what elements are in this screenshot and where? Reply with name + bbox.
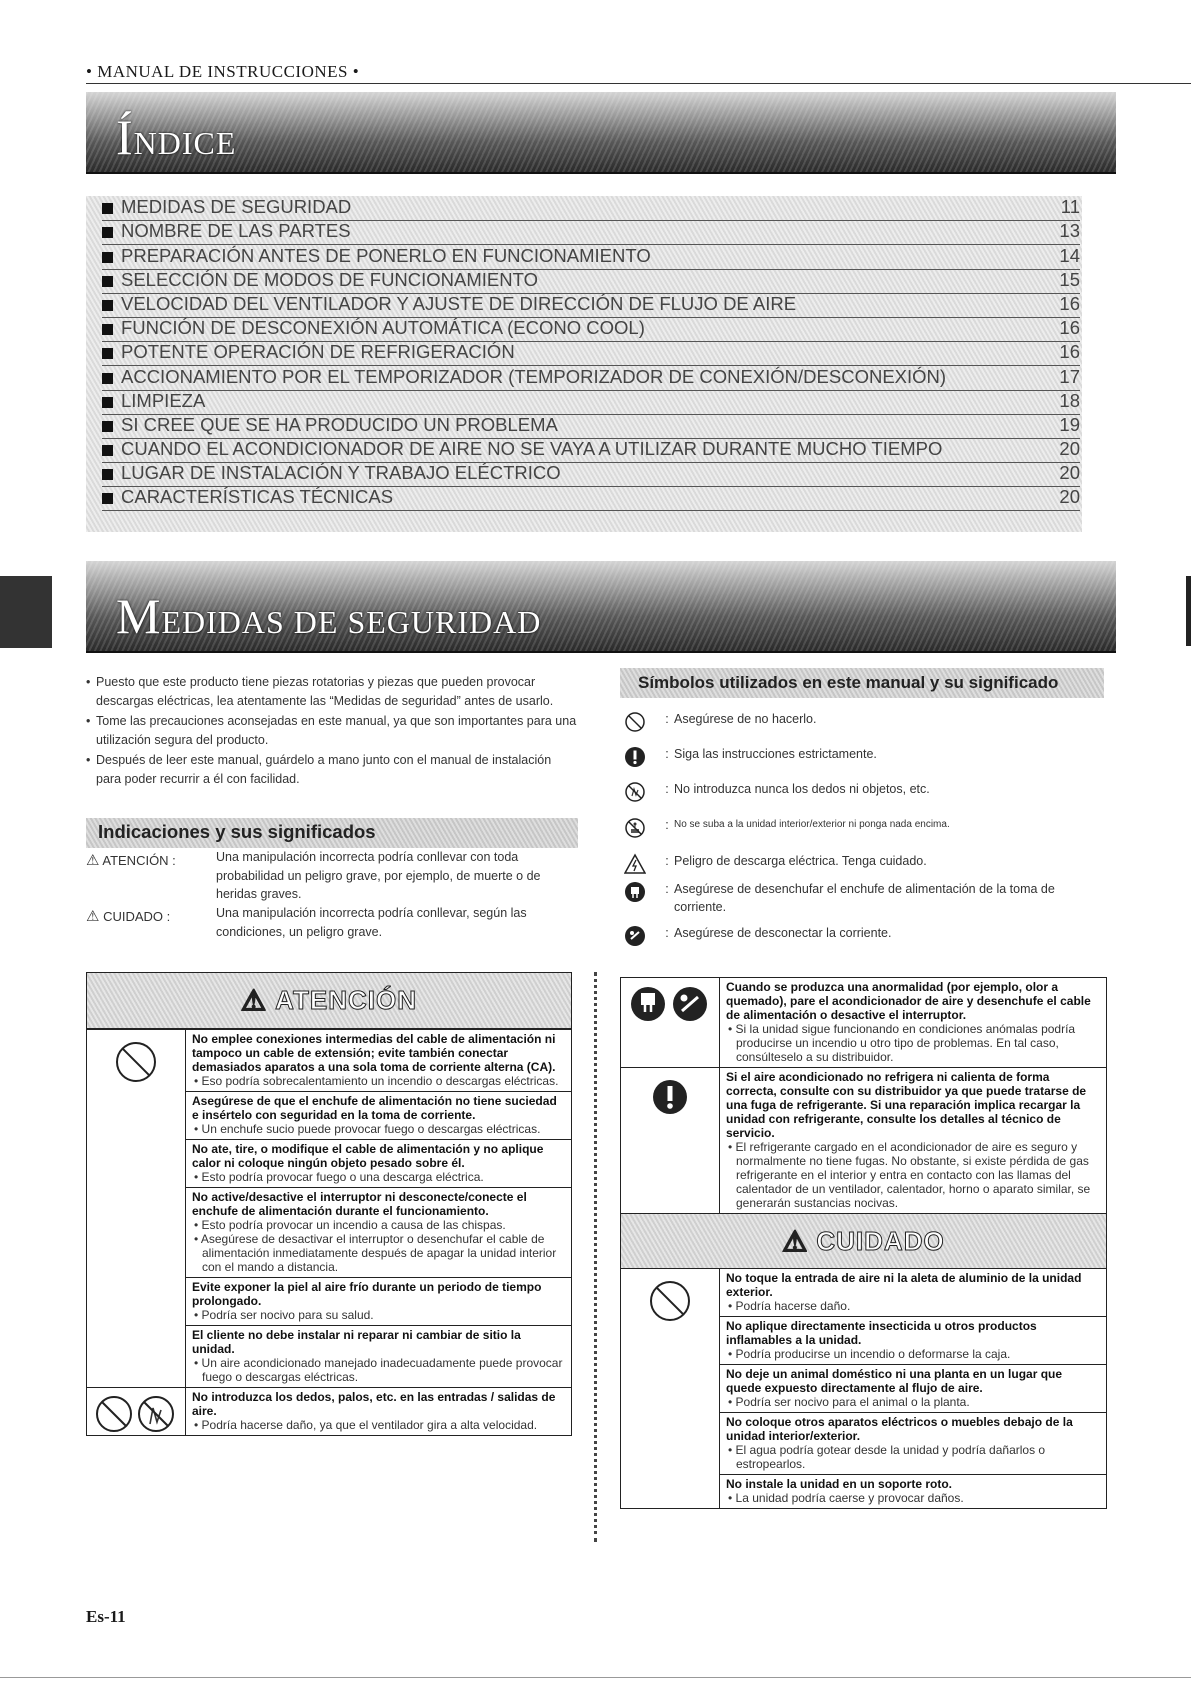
warning-item-note: • El agua podría gotear desde la unidad y podría dañarlos o estropearlos. [728,1443,1046,1471]
square-bullet-icon [102,203,113,214]
indicaciones-heading: Indicaciones y sus significados [86,818,578,848]
warning-item [186,1325,571,1387]
warning-item-heading: No coloque otros aparatos eléctricos o muebles debajo de la unidad interior/exterior. [726,1415,1073,1443]
warning-item-heading: No deje un animal doméstico ni una planta en un lugar que quede expuesto directamente al flujo de aire. [726,1367,1063,1395]
mandatory-icon [620,745,650,769]
toc-entry [102,342,1080,366]
toc-entry [102,245,1080,269]
cuidado-definition [86,904,578,941]
warning-item [720,1364,1106,1412]
warning-item-note: • El refrigerante cargado en el acondicionador de aire es seguro y normalmente no tiene fugas. No obstante, si existe pérdida de gas refrigerante en el interior y entra en contacto con las llamas del calentador de un ventilador, calentador, horno o aparato similar, se generarán sustancias nocivas. [728,1140,1091,1210]
cuidado-group [621,1269,1106,1508]
toc-entry [102,197,1080,221]
toc-entry [102,439,1080,463]
warning-item-heading: No ate, tire, o modifique el cable de alimentación y no aplique calor ni coloque ningún objeto pesado sobre él. [192,1142,544,1170]
toc-entry [102,221,1080,245]
square-bullet-icon [102,227,113,238]
toc-entry-label: FUNCIÓN DE DESCONEXIÓN AUTOMÁTICA (ECONO COOL) [121,317,645,339]
toc-entry-page: 16 [1059,317,1080,339]
toc-entry-page: 19 [1059,413,1080,435]
medidas-title: MEDIDAS DE SEGURIDAD [116,588,542,644]
anomaly-group [621,978,1106,1067]
running-header: • MANUAL DE INSTRUCCIONES • [86,62,360,81]
square-bullet-icon [102,324,113,335]
square-bullet-icon [102,276,113,287]
square-bullet-icon [102,445,113,456]
symbol-row: : No introduzca nunca los dedos ni objetos, etc. [620,780,1110,804]
intro-item: • Después de leer este manual, guárdelo a mano junto con el manual de instalación para poder recurrir a él con facilidad. [86,751,578,788]
table-of-contents [86,196,1082,532]
warning-item-note: • Podría producirse un incendio o deformarse la caja. [728,1347,1011,1361]
toc-entry-label: ACCIONAMIENTO POR EL TEMPORIZADOR (TEMPORIZADOR DE CONEXIÓN/DESCONEXIÓN) [121,365,947,387]
warning-triangle-icon: ⚠ [241,985,268,1016]
toc-entry-page: 16 [1059,341,1080,363]
atencion-box [86,972,572,1436]
prohibited-icon [621,1269,720,1508]
square-bullet-icon [102,397,113,408]
symbol-row: : Asegúrese de desenchufar el enchufe de alimentación de la toma de corriente. [620,880,1110,916]
prohibited-icon [620,710,650,734]
warning-item-heading: No toque la entrada de aire ni la aleta de aluminio de la unidad exterior. [726,1271,1082,1299]
warning-item-heading: Asegúrese de que el enchufe de alimentación no tiene suciedad e insértelo con seguridad en la toma de corriente. [192,1094,557,1122]
toc-entry-page: 20 [1059,462,1080,484]
indice-title: ÍNDICE [116,109,237,165]
warning-item-note: • Si la unidad sigue funcionando en condiciones anómalas podría producirse un incendio u otro tipo de problemas. En tal caso, consúlteselo a su distribuidor. [728,1022,1076,1064]
warning-triangle-icon: ⚠ [86,908,100,925]
header-rule [86,83,1191,84]
refrigerant-group [621,1067,1106,1213]
symbol-row: : Siga las instrucciones estrictamente. [620,745,1110,769]
atencion-box-title: ⚠ ATENCIÓN [87,973,571,1029]
warning-item-heading: El cliente no debe instalar ni reparar ni cambiar de sitio la unidad. [192,1328,521,1356]
square-bullet-icon [102,469,113,480]
toc-entry-label: SI CREE QUE SE HA PRODUCIDO UN PROBLEMA [121,413,558,435]
warning-item-heading: Cuando se produzca una anormalidad (por ejemplo, olor a quemado), pare el acondicionador de aire y desenchufe el cable de alimentación o desactive el interruptor. [726,980,1091,1022]
square-bullet-icon [102,348,113,359]
warning-item [720,978,1106,1067]
warning-item-note: • Esto podría provocar fuego o una descarga eléctrica. [194,1170,484,1184]
square-bullet-icon [102,373,113,384]
warning-item-note: • La unidad podría caerse y provocar daños. [728,1491,964,1505]
toc-entry-page: 18 [1059,389,1080,411]
toc-entry-page: 13 [1059,220,1080,242]
atencion-definition [86,848,578,904]
mandatory-icon [621,1068,720,1213]
toc-entry [102,463,1080,487]
warning-item [186,1277,571,1325]
warning-item-note: • Esto podría provocar un incendio a causa de las chispas. [194,1218,506,1232]
no-fingers-icon [620,780,650,804]
atencion-group-prohibited [87,1029,571,1387]
warning-item-note: • Eso podría sobrecalentamiento un incendio o descargas eléctricas. [194,1074,559,1088]
warning-item [720,1269,1106,1316]
warning-item-heading: No active/desactive el interruptor ni desconecte/conecte el enchufe de alimentación durante el funcionamiento. [192,1190,527,1218]
toc-entry-label: LUGAR DE INSTALACIÓN Y TRABAJO ELÉCTRICO [121,462,561,484]
toc-entry-label: NOMBRE DE LAS PARTES [121,220,351,242]
warning-item-note: • Podría ser nocivo para el animal o la planta. [728,1395,970,1409]
square-bullet-icon [102,493,113,504]
toc-entry-label: CUANDO EL ACONDICIONADOR DE AIRE NO SE VAYA A UTILIZAR DURANTE MUCHO TIEMPO [121,438,943,460]
warning-triangle-icon: ⚠ [782,1225,809,1257]
warning-triangle-icon: ⚠ [86,852,100,869]
warning-item-heading: Si el aire acondicionado no refrigera ni calienta de forma correcta, consulte con su distribuidor ya que puede tratarse de una fuga de refrigerante. Si una reparación implica recargar la unidad con refrigerante, consulte los detalles al técnico de servicio. [726,1070,1087,1140]
warning-item [720,1412,1106,1474]
atencion-desc: Una manipulación incorrecta podría conllevar con toda probabilidad un peligro grave, por ejemplo, de muerte o de heridas graves. [216,850,541,901]
toc-entry [102,270,1080,294]
right-warning-box [620,977,1107,1509]
unplug-disconnect-icons [621,978,720,1067]
warning-item [186,1139,571,1187]
toc-entry [102,366,1080,390]
toc-entry [102,487,1080,511]
warning-item-note: • Podría hacerse daño. [728,1299,851,1313]
bottom-rule [0,1677,1191,1678]
toc-entry-label: LIMPIEZA [121,389,206,411]
warning-item-heading: No emplee conexiones intermedias del cable de alimentación ni tampoco un cable de extensión; evite también conectar demasiados aparatos a una sola toma de corriente alterna (CA). [192,1032,556,1074]
prohibited-icon [87,1030,186,1387]
square-bullet-icon [102,300,113,311]
square-bullet-icon [102,421,113,432]
simbolos-heading: Símbolos utilizados en este manual y su significado [620,668,1104,698]
column-divider [594,972,597,1542]
warning-item-note: • Podría ser nocivo para su salud. [194,1308,374,1322]
symbol-row: : Peligro de descarga eléctrica. Tenga cuidado. [620,852,1110,876]
symbol-row: : Asegúrese de desconectar la corriente. [620,924,1110,948]
warning-item-note: • Asegúrese de desactivar el interruptor o desenchufar el cable de alimentación inmediatamente después de apagar la unidad interior con el mando a distancia. [194,1232,557,1274]
atencion-group-fingers [87,1387,571,1435]
warning-item-heading: Evite exponer la piel al aire frío durante un periodo de tiempo prolongado. [192,1280,542,1308]
toc-entry-page: 15 [1059,268,1080,290]
toc-entry-page: 20 [1059,486,1080,508]
no-standing-icon [620,816,650,840]
page-number: Es-11 [86,1607,126,1626]
toc-entry-label: PREPARACIÓN ANTES DE PONERLO EN FUNCIONAMIENTO [121,244,651,266]
symbol-row: : Asegúrese de no hacerlo. [620,710,1110,734]
warning-item [186,1030,571,1091]
square-bullet-icon [102,252,113,263]
warning-item-note: • Un aire acondicionado manejado inadecuadamente puede provocar fuego o descargas eléctricas. [194,1356,563,1384]
warning-item [186,1091,571,1139]
toc-entry-label: VELOCIDAD DEL VENTILADOR Y AJUSTE DE DIRECCIÓN DE FLUJO DE AIRE [121,292,797,314]
symbol-row: : No se suba a la unidad interior/exterior ni ponga nada encima. [620,816,1110,840]
warning-item-heading: No instale la unidad en un soporte roto. [726,1477,953,1491]
cuidado-term: ⚠ CUIDADO : [86,908,171,925]
warning-item-heading: No introduzca los dedos, palos, etc. en las entradas / salidas de aire. [192,1390,556,1418]
indice-banner [86,92,1116,174]
disconnect-power-icon [620,924,650,948]
medidas-banner [86,561,1116,653]
intro-list [86,673,578,790]
intro-item: • Tome las precauciones aconsejadas en este manual, ya que son importantes para una utilización segura del producto. [86,712,578,749]
warning-item-heading: No aplique directamente insecticida u otros productos inflamables a la unidad. [726,1319,1037,1347]
toc-entry-page: 11 [1060,196,1080,218]
toc-entry-label: SELECCIÓN DE MODOS DE FUNCIONAMIENTO [121,268,538,290]
atencion-term: ⚠ ATENCIÓN : [86,852,176,869]
warning-item [720,1068,1106,1213]
warning-item [186,1388,571,1435]
toc-entry-page: 17 [1059,365,1080,387]
section-tab [0,576,52,648]
toc-entry [102,318,1080,342]
edge-mark [1186,576,1191,646]
toc-entry [102,391,1080,415]
toc-entry-label: CARACTERÍSTICAS TÉCNICAS [121,486,394,508]
warning-item-note: • Podría hacerse daño, ya que el ventilador gira a alta velocidad. [194,1418,538,1432]
unplug-icon [620,880,650,904]
toc-entry-page: 16 [1059,292,1080,314]
warning-item [186,1187,571,1277]
toc-entry-page: 20 [1059,438,1080,460]
intro-item: • Puesto que este producto tiene piezas rotatorias y piezas que pueden provocar descargas eléctricas, lea atentamente las “Medidas de seguridad” antes de usarlo. [86,673,578,710]
prohibited-no-fingers-icons [87,1388,186,1435]
warning-item-note: • Un enchufe sucio puede provocar fuego o descargas eléctricas. [194,1122,541,1136]
toc-entry [102,294,1080,318]
warning-item [720,1316,1106,1364]
electric-shock-icon [620,852,650,876]
warning-item [720,1474,1106,1508]
cuidado-box-title: ⚠ CUIDADO [621,1213,1106,1269]
toc-entry [102,415,1080,439]
cuidado-desc: Una manipulación incorrecta podría conllevar, según las condiciones, un peligro grave. [216,906,527,939]
toc-entry-page: 14 [1059,244,1080,266]
toc-entry-label: MEDIDAS DE SEGURIDAD [121,196,352,218]
toc-entry-label: POTENTE OPERACIÓN DE REFRIGERACIÓN [121,341,515,363]
